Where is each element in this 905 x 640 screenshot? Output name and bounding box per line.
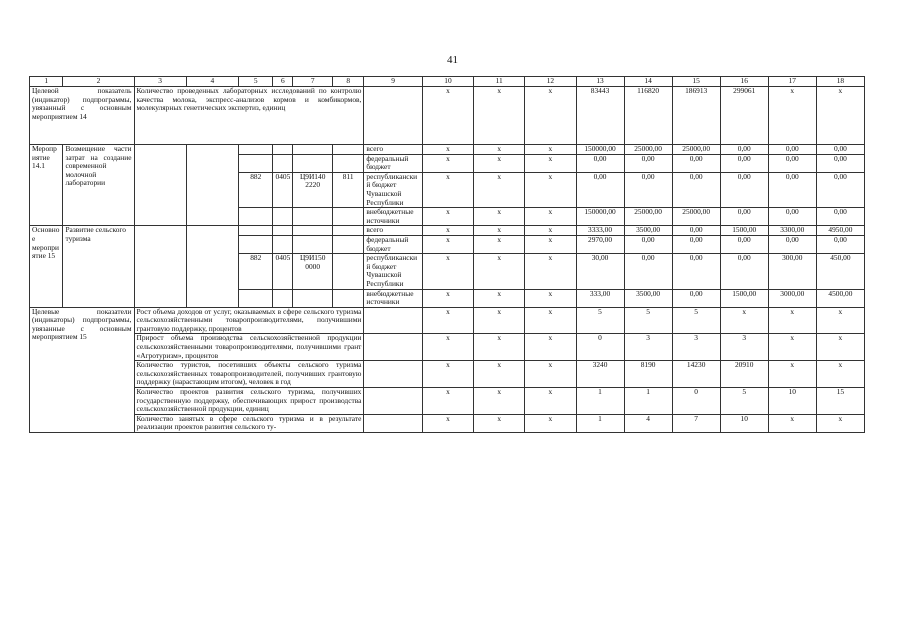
value-cell: x <box>768 361 816 388</box>
indicator-15-row <box>30 388 865 415</box>
value-cell: 0,00 <box>624 235 672 253</box>
value-cell: 0,00 <box>624 154 672 172</box>
code-cell <box>273 235 293 253</box>
value-cell: 2970,00 <box>576 235 624 253</box>
value-cell: 0,00 <box>672 235 720 253</box>
code-cell: 0405 <box>273 172 293 207</box>
value-cell: 3300,00 <box>768 226 816 236</box>
value-cell: 0,00 <box>624 254 672 289</box>
value-cell: 0,00 <box>768 235 816 253</box>
code-cell <box>333 254 364 289</box>
main-event-15-row <box>30 226 865 236</box>
code-cell <box>293 145 333 155</box>
value-cell: 83443 <box>576 87 624 145</box>
code-cell <box>333 235 364 253</box>
value-cell: x <box>768 87 816 145</box>
header-cell: 10 <box>422 77 473 87</box>
indicator-15-row <box>30 361 865 388</box>
goal-cell <box>186 226 238 307</box>
value-cell: 14230 <box>672 361 720 388</box>
indicator-14-row <box>30 87 865 145</box>
value-cell: 1 <box>576 414 624 432</box>
value-cell: x <box>474 87 525 145</box>
value-cell: x <box>422 145 473 155</box>
empty-cell <box>364 361 423 388</box>
header-cell: 5 <box>239 77 273 87</box>
value-cell: 299061 <box>720 87 768 145</box>
page-number: 41 <box>447 54 458 66</box>
value-cell: x <box>525 87 576 145</box>
value-cell: 4 <box>624 414 672 432</box>
value-cell: x <box>768 414 816 432</box>
value-cell: 4950,00 <box>816 226 864 236</box>
source-label: внебюджетные источники <box>364 208 423 226</box>
value-cell: x <box>525 388 576 415</box>
value-cell: 0,00 <box>720 208 768 226</box>
value-cell: 10 <box>720 414 768 432</box>
header-cell: 2 <box>63 77 134 87</box>
value-cell: x <box>768 307 816 334</box>
value-cell: x <box>474 254 525 289</box>
source-label: федеральный бюджет <box>364 235 423 253</box>
value-cell: x <box>422 226 473 236</box>
code-cell: Ц9И140 2220 <box>293 172 333 207</box>
value-cell: x <box>422 388 473 415</box>
header-cell: 9 <box>364 77 423 87</box>
value-cell: 0,00 <box>672 172 720 207</box>
value-cell: 3 <box>720 334 768 361</box>
value-cell: 0,00 <box>816 154 864 172</box>
value-cell: 150000,00 <box>576 208 624 226</box>
code-cell <box>293 235 333 253</box>
value-cell: 5 <box>576 307 624 334</box>
measure-title: Возмещение части затрат на создание современной молочной лаборатории <box>63 145 134 226</box>
header-cell: 14 <box>624 77 672 87</box>
indicator-text: Рост объема доходов от услуг, оказываемых в сфере сельского туризма сельскохозяйственными товаропроизводителями, получившими грантовую поддержку, процентов <box>134 307 364 334</box>
value-cell: x <box>816 307 864 334</box>
value-cell: 0,00 <box>624 172 672 207</box>
header-cell: 15 <box>672 77 720 87</box>
code-cell <box>273 145 293 155</box>
source-label: всего <box>364 145 423 155</box>
value-cell: 5 <box>624 307 672 334</box>
value-cell: x <box>474 414 525 432</box>
value-cell: x <box>474 226 525 236</box>
value-cell: x <box>474 307 525 334</box>
value-cell: 0,00 <box>720 254 768 289</box>
value-cell: 0,00 <box>768 145 816 155</box>
value-cell: 300,00 <box>768 254 816 289</box>
header-cell: 7 <box>293 77 333 87</box>
code-cell <box>239 154 273 172</box>
empty-cell <box>364 307 423 334</box>
value-cell: 15 <box>816 388 864 415</box>
header-cell: 18 <box>816 77 864 87</box>
value-cell: x <box>525 414 576 432</box>
header-cell: 6 <box>273 77 293 87</box>
code-cell <box>293 289 333 307</box>
value-cell: x <box>422 289 473 307</box>
value-cell: 0,00 <box>672 289 720 307</box>
indicator-text: Количество проведенных лабораторных исследований по контролю качества молока, экспресс-анализов кормов и комбикормов, молекулярных генетических экспертиз, единиц <box>134 87 364 145</box>
value-cell: x <box>474 154 525 172</box>
code-cell <box>239 208 273 226</box>
program-table <box>29 76 865 433</box>
value-cell: x <box>422 414 473 432</box>
value-cell: 0 <box>672 388 720 415</box>
value-cell: 5 <box>672 307 720 334</box>
value-cell: x <box>816 414 864 432</box>
value-cell: 0,00 <box>768 208 816 226</box>
header-cell: 8 <box>333 77 364 87</box>
value-cell: 150000,00 <box>576 145 624 155</box>
header-cell: 3 <box>134 77 186 87</box>
code-cell <box>333 208 364 226</box>
source-label: республиканский бюджет Чувашской Республики <box>364 254 423 289</box>
value-cell: x <box>816 87 864 145</box>
value-cell: 450,00 <box>816 254 864 289</box>
value-cell: 0,00 <box>816 172 864 207</box>
value-cell: x <box>474 388 525 415</box>
source-label: республиканский бюджет Чувашской Республики <box>364 172 423 207</box>
code-cell <box>333 145 364 155</box>
value-cell: x <box>474 289 525 307</box>
value-cell: x <box>422 172 473 207</box>
value-cell: x <box>525 307 576 334</box>
indicator-15-row <box>30 414 865 432</box>
value-cell: x <box>525 172 576 207</box>
value-cell: 0,00 <box>672 254 720 289</box>
value-cell: 0,00 <box>816 208 864 226</box>
value-cell: 0,00 <box>720 154 768 172</box>
value-cell: 0,00 <box>768 172 816 207</box>
header-cell: 4 <box>186 77 238 87</box>
indicator-text: Прирост объема производства сельскохозяйственной продукции сельскохозяйственными товаропроизводителями, получившими грант «Агротуризм», процентов <box>134 334 364 361</box>
value-cell: x <box>720 307 768 334</box>
value-cell: 0,00 <box>720 235 768 253</box>
code-cell: 882 <box>239 172 273 207</box>
event-title: Развитие сельского туризма <box>63 226 134 307</box>
value-cell: 116820 <box>624 87 672 145</box>
value-cell: x <box>474 334 525 361</box>
value-cell: x <box>474 361 525 388</box>
indicator-label: Целевой показатель (индикатор) подпрограммы, увязанный с основным мероприятием 14 <box>30 87 135 145</box>
value-cell: x <box>422 87 473 145</box>
value-cell: x <box>816 361 864 388</box>
value-cell: 4500,00 <box>816 289 864 307</box>
code-cell <box>333 226 364 236</box>
value-cell: x <box>474 235 525 253</box>
value-cell: 0,00 <box>768 154 816 172</box>
header-row <box>30 77 865 87</box>
header-cell: 13 <box>576 77 624 87</box>
measure-14-1-row <box>30 145 865 155</box>
code-cell <box>293 208 333 226</box>
value-cell: x <box>422 235 473 253</box>
value-cell: x <box>816 334 864 361</box>
empty-cell <box>364 87 423 145</box>
indicator-text: Количество туристов, посетивших объекты сельского туризма сельскохозяйственных товаропроизводителей, получивших грантовую поддержку (нарастающим итогом), человек в год <box>134 361 364 388</box>
code-cell <box>333 289 364 307</box>
code-cell: 0405 <box>273 254 293 289</box>
value-cell: 25000,00 <box>624 208 672 226</box>
indicator-text: Количество проектов развития сельского туризма, получивших государственную поддержку, обеспечивающих прирост производства сельскохозяйственной продукции, единиц <box>134 388 364 415</box>
empty-cell <box>364 414 423 432</box>
value-cell: 3333,00 <box>576 226 624 236</box>
value-cell: x <box>525 235 576 253</box>
measure-number: Мероприятие 14.1 <box>30 145 63 226</box>
value-cell: 333,00 <box>576 289 624 307</box>
value-cell: 25000,00 <box>672 208 720 226</box>
value-cell: x <box>474 208 525 226</box>
code-cell <box>239 289 273 307</box>
header-cell: 11 <box>474 77 525 87</box>
code-cell: Ц9И150 0000 <box>293 254 333 289</box>
value-cell: 1500,00 <box>720 226 768 236</box>
value-cell: 3500,00 <box>624 289 672 307</box>
value-cell: 3 <box>624 334 672 361</box>
code-cell: 882 <box>239 254 273 289</box>
value-cell: 1 <box>576 388 624 415</box>
empty-cell <box>364 388 423 415</box>
value-cell: 1 <box>624 388 672 415</box>
value-cell: 0 <box>576 334 624 361</box>
value-cell: 0,00 <box>816 235 864 253</box>
value-cell: 0,00 <box>816 145 864 155</box>
value-cell: x <box>525 334 576 361</box>
value-cell: x <box>525 145 576 155</box>
event-number: Основное мероприятие 15 <box>30 226 63 307</box>
value-cell: 30,00 <box>576 254 624 289</box>
indicator-15-row <box>30 307 865 334</box>
value-cell: x <box>768 334 816 361</box>
code-cell <box>293 154 333 172</box>
value-cell: x <box>422 361 473 388</box>
value-cell: 8190 <box>624 361 672 388</box>
empty-cell <box>364 334 423 361</box>
value-cell: x <box>525 226 576 236</box>
code-cell <box>273 208 293 226</box>
code-cell <box>273 226 293 236</box>
code-cell <box>239 235 273 253</box>
indicator-label: Целевые показатели (индикаторы) подпрограммы, увязанные с основным мероприятием 15 <box>30 307 135 432</box>
source-label: внебюджетные источники <box>364 289 423 307</box>
value-cell: 0,00 <box>576 154 624 172</box>
value-cell: x <box>525 154 576 172</box>
value-cell: 0,00 <box>672 154 720 172</box>
value-cell: 3240 <box>576 361 624 388</box>
value-cell: 7 <box>672 414 720 432</box>
header-cell: 17 <box>768 77 816 87</box>
indicator-text: Количество занятых в сфере сельского туризма и в результате реализации проектов развития сельского ту- <box>134 414 364 432</box>
value-cell: 3500,00 <box>624 226 672 236</box>
header-cell: 1 <box>30 77 63 87</box>
header-cell: 16 <box>720 77 768 87</box>
value-cell: 1500,00 <box>720 289 768 307</box>
value-cell: 25000,00 <box>624 145 672 155</box>
value-cell: 0,00 <box>672 226 720 236</box>
goal-cell <box>186 145 238 226</box>
value-cell: x <box>422 154 473 172</box>
header-cell: 12 <box>525 77 576 87</box>
code-cell: 811 <box>333 172 364 207</box>
responsible-cell <box>134 145 186 226</box>
responsible-cell <box>134 226 186 307</box>
code-cell <box>273 154 293 172</box>
value-cell: 0,00 <box>720 172 768 207</box>
value-cell: x <box>525 361 576 388</box>
code-cell <box>333 154 364 172</box>
code-cell <box>239 226 273 236</box>
code-cell <box>293 226 333 236</box>
value-cell: 0,00 <box>576 172 624 207</box>
value-cell: x <box>422 254 473 289</box>
value-cell: 0,00 <box>720 145 768 155</box>
value-cell: 20910 <box>720 361 768 388</box>
code-cell <box>273 289 293 307</box>
value-cell: 25000,00 <box>672 145 720 155</box>
value-cell: 3 <box>672 334 720 361</box>
code-cell <box>239 145 273 155</box>
value-cell: x <box>525 289 576 307</box>
source-label: федеральный бюджет <box>364 154 423 172</box>
value-cell: x <box>474 145 525 155</box>
value-cell: x <box>525 254 576 289</box>
source-label: всего <box>364 226 423 236</box>
value-cell: 186913 <box>672 87 720 145</box>
value-cell: x <box>422 208 473 226</box>
value-cell: 10 <box>768 388 816 415</box>
value-cell: x <box>525 208 576 226</box>
value-cell: x <box>422 307 473 334</box>
value-cell: x <box>474 172 525 207</box>
indicator-15-row <box>30 334 865 361</box>
value-cell: 5 <box>720 388 768 415</box>
value-cell: 3000,00 <box>768 289 816 307</box>
value-cell: x <box>422 334 473 361</box>
